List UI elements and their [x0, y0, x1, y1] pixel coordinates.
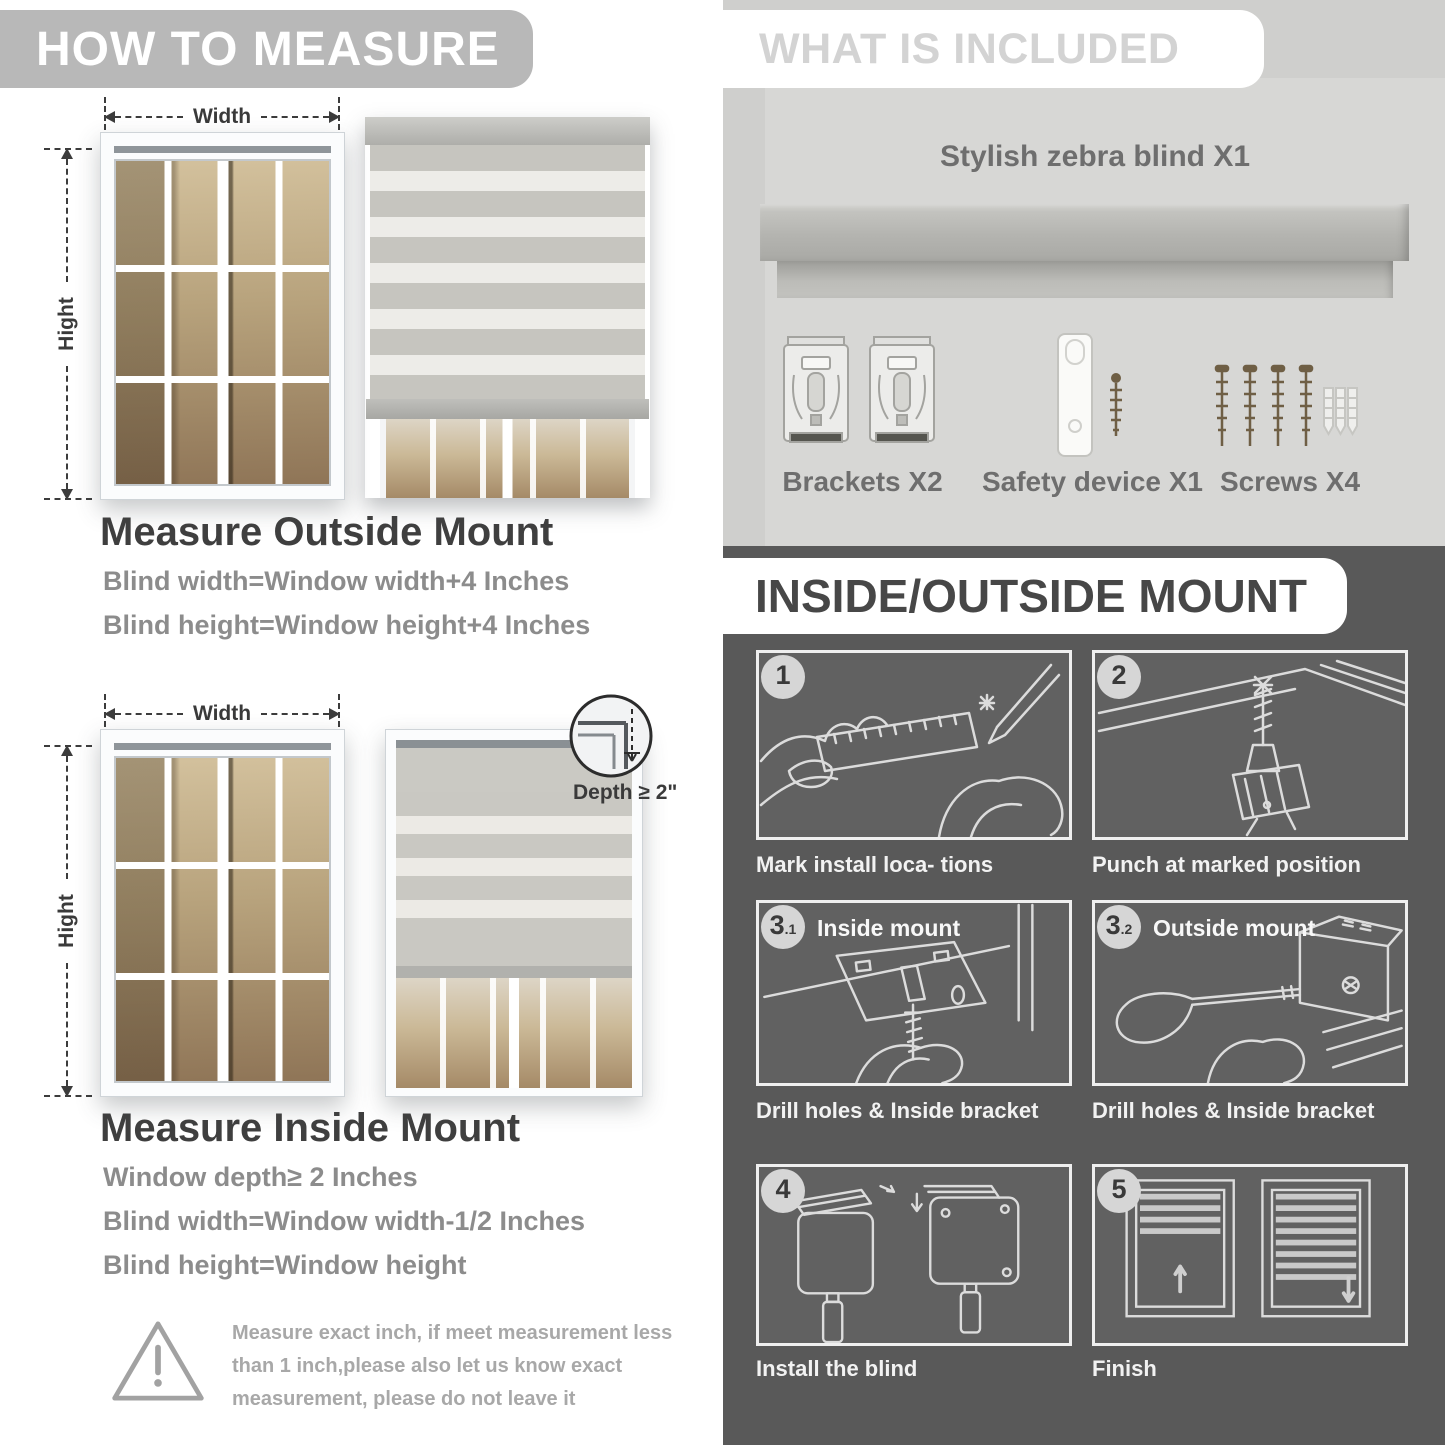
- safety-device-label: Safety device X1: [981, 466, 1204, 497]
- inside-mount-title: Measure Inside Mount: [100, 1106, 521, 1150]
- step-2-panel: [1092, 650, 1408, 840]
- depth-callout-magnifier-icon: [568, 693, 654, 779]
- window-top-frame: [114, 146, 331, 153]
- step-2-badge: 2: [1097, 655, 1141, 699]
- finished-blinds-illustration: [1095, 1167, 1405, 1343]
- inside-height-formula: Blind height=Window height: [103, 1250, 467, 1280]
- inside-mount-step-title: Inside mount: [817, 915, 961, 941]
- step-3-1-badge: 3 .1: [761, 905, 805, 949]
- step-1-panel: [756, 650, 1072, 840]
- screws-icon: [1212, 362, 1362, 462]
- window-illustration-inside: [100, 729, 345, 1097]
- blind-quantity-label: Stylish zebra blind X1: [939, 140, 1251, 173]
- step-3-1-panel: [756, 900, 1072, 1086]
- blind-fabric-bottom: [396, 932, 632, 966]
- brackets-icon: [780, 333, 940, 459]
- outside-height-formula: Blind height=Window height+4 Inches: [103, 610, 591, 640]
- step-2-caption: Punch at marked position: [1092, 852, 1361, 877]
- blind-stripes: [370, 145, 645, 399]
- window-glass: [114, 756, 331, 1083]
- measure-guide-line: [44, 745, 92, 747]
- blind-bottom-rail: [366, 399, 649, 419]
- window-top-frame: [114, 743, 331, 750]
- step-5-badge: 5: [1097, 1169, 1141, 1213]
- inside-outside-mount-title: INSIDE/OUTSIDE MOUNT: [755, 570, 1308, 622]
- outside-mount-title: Measure Outside Mount: [100, 510, 554, 554]
- dashed-line: [66, 963, 68, 1086]
- mark-locations-illustration: [759, 653, 1069, 837]
- blind-cassette: [365, 117, 650, 145]
- step-3-1-caption: Drill holes & Inside bracket: [756, 1098, 1039, 1123]
- step-4-badge: 4: [761, 1169, 805, 1213]
- height-label: Hight: [55, 297, 78, 351]
- width-label: Width: [192, 105, 252, 128]
- measure-guide-line: [44, 148, 92, 150]
- brackets-label: Brackets X2: [782, 466, 943, 497]
- height-measure-arrow-inside: [52, 745, 82, 1097]
- step-1-badge: 1: [761, 655, 805, 699]
- window-below-blind: [396, 978, 632, 1088]
- step-4-caption: Install the blind: [756, 1356, 918, 1381]
- drill-illustration: [1095, 653, 1405, 837]
- step-5-caption: Finish: [1092, 1356, 1157, 1381]
- how-to-measure-title: HOW TO MEASURE: [36, 22, 500, 76]
- install-blind-illustration: [759, 1167, 1069, 1343]
- step-3-2-badge: 3 .2: [1097, 905, 1141, 949]
- outside-width-formula: Blind width=Window width+4 Inches: [103, 566, 570, 596]
- how-to-measure-banner: [0, 10, 533, 88]
- inside-depth-formula: Window depth≥ 2 Inches: [103, 1162, 418, 1192]
- depth-label: Depth ≥ 2": [573, 781, 678, 804]
- dashed-line: [66, 756, 68, 879]
- window-illustration-outside: [100, 132, 345, 500]
- dashed-line: [261, 116, 329, 118]
- height-label: Hight: [55, 894, 78, 948]
- window-glass: [114, 159, 331, 486]
- height-measure-arrow-outside: [52, 148, 82, 500]
- width-label: Width: [192, 702, 252, 725]
- measure-guide-line: [44, 1095, 92, 1097]
- blind-stripes: [396, 792, 632, 932]
- zebra-blind-outside-illustration: [365, 117, 650, 498]
- measure-guide-line: [44, 498, 92, 500]
- warning-triangle-icon: [108, 1316, 208, 1406]
- step-1-caption: Mark install loca- tions: [756, 852, 994, 877]
- blind-bottom-rail: [396, 966, 632, 978]
- dashed-line: [66, 159, 68, 282]
- blind-headrail-image: [760, 204, 1409, 261]
- step-4-panel: [756, 1164, 1072, 1346]
- inside-width-formula: Blind width=Window width-1/2 Inches: [103, 1206, 586, 1236]
- safety-device-icon: [1040, 332, 1135, 464]
- blind-headrail-lower-image: [777, 261, 1393, 298]
- step-3-2-panel: [1092, 900, 1408, 1086]
- dashed-line: [115, 713, 183, 715]
- what-is-included-banner: [723, 10, 1264, 88]
- step-3-2-caption: Drill holes & Inside bracket: [1092, 1098, 1375, 1123]
- step-5-panel: [1092, 1164, 1408, 1346]
- screws-label: Screws X4: [1219, 466, 1361, 497]
- dashed-line: [66, 366, 68, 489]
- inside-outside-mount-banner: [723, 558, 1347, 634]
- width-measure-arrow-outside: [104, 104, 340, 130]
- outside-mount-step-title: Outside mount: [1153, 915, 1316, 941]
- dashed-line: [261, 713, 329, 715]
- dashed-line: [115, 116, 183, 118]
- measurement-warning-text: Measure exact inch, if meet measurement less than 1 inch,please also let us know exact measurement, please do not leave it: [232, 1322, 673, 1410]
- width-measure-arrow-inside: [104, 701, 340, 727]
- what-is-included-title: WHAT IS INCLUDED: [759, 24, 1180, 73]
- window-below-blind: [380, 419, 635, 498]
